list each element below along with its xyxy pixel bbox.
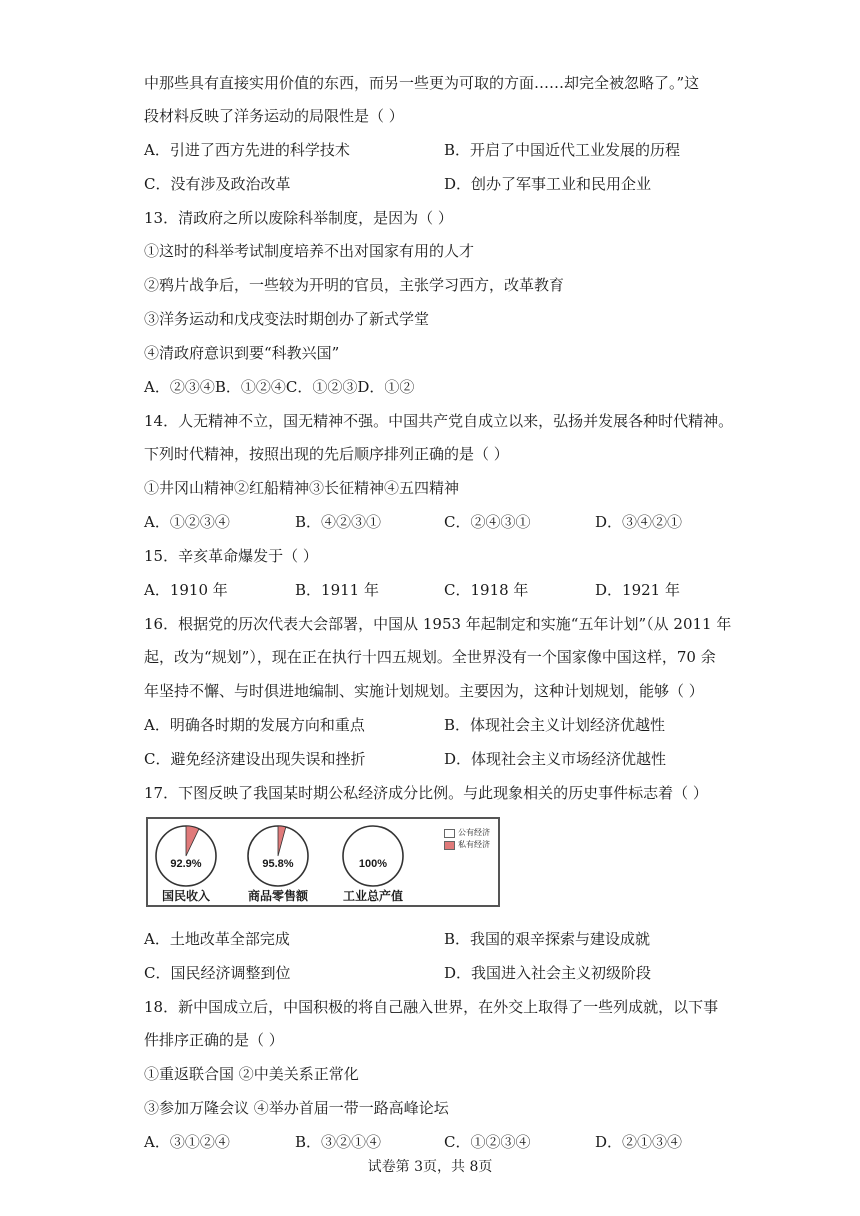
q17-option-a[interactable]: A．土地改革全部完成 xyxy=(144,930,290,948)
pie-percent-label-3: 100% xyxy=(358,858,388,870)
legend-swatch-public xyxy=(444,829,455,838)
q13-item-1: ①这时的科举考试制度培养不出对国家有用的人才 xyxy=(144,242,475,260)
q17-option-b[interactable]: B．我国的艰辛探索与建设成就 xyxy=(444,930,651,948)
q16-option-c[interactable]: C．避免经济建设出现失误和挫折 xyxy=(144,750,366,768)
q17-stem: 17．下图反映了我国某时期公私经济成分比例。与此现象相关的历史事件标志着（ ） xyxy=(144,784,708,802)
q14-stem-line1: 14．人无精神不立，国无精神不强。中国共产党自成立以来，弘扬并发展各种时代精神。 xyxy=(144,412,734,430)
q18-option-c[interactable]: C．①②③④ xyxy=(444,1133,531,1151)
page-footer: 试卷第 3页，共 8页 xyxy=(367,1159,493,1175)
q18-items-line1: ①重返联合国 ②中美关系正常化 xyxy=(144,1065,359,1083)
q14-option-a[interactable]: A．①②③④ xyxy=(144,513,230,531)
q12-option-a[interactable]: A．引进了西方先进的科学技术 xyxy=(144,141,350,159)
chart-legend xyxy=(444,827,490,851)
q15-option-d[interactable]: D．1921 年 xyxy=(595,581,680,599)
pie-public-3 xyxy=(343,826,403,886)
q15-option-c[interactable]: C．1918 年 xyxy=(444,581,529,599)
q16-stem-line2: 起，改为“规划”），现在正在执行十四五规划。全世界没有一个国家像中国这样，70 余 xyxy=(144,648,716,666)
q12-option-c[interactable]: C．没有涉及政治改革 xyxy=(144,175,291,193)
q12-option-d[interactable]: D．创办了军事工业和民用企业 xyxy=(444,175,652,193)
q14-stem-line2: 下列时代精神，按照出现的先后顺序排列正确的是（ ） xyxy=(144,445,509,463)
q17-option-d[interactable]: D．我国进入社会主义初级阶段 xyxy=(444,964,652,982)
pie-percent-label-1: 92.9% xyxy=(170,858,202,870)
q18-stem-line2: 件排序正确的是（ ） xyxy=(144,1031,284,1049)
q14-option-b[interactable]: B．④②③① xyxy=(295,513,382,531)
q16-option-a[interactable]: A．明确各时期的发展方向和重点 xyxy=(144,716,365,734)
q16-option-d[interactable]: D．体现社会主义市场经济优越性 xyxy=(444,750,667,768)
q13-item-3: ③洋务运动和戊戌变法时期创办了新式学堂 xyxy=(144,310,430,328)
q18-option-d[interactable]: D．②①③④ xyxy=(595,1133,683,1151)
q13-item-2: ②鸦片战争后，一些较为开明的官员，主张学习西方，改革教育 xyxy=(144,276,565,294)
q16-stem-line1: 16．根据党的历次代表大会部署，中国从 1953 年起制定和实施“五年计划”（从 2011 年 xyxy=(144,615,732,633)
q17-option-c[interactable]: C．国民经济调整到位 xyxy=(144,964,291,982)
q18-option-b[interactable]: B．③②①④ xyxy=(295,1133,382,1151)
ownership-pie-figure xyxy=(146,817,500,907)
q18-option-a[interactable]: A．③①②④ xyxy=(144,1133,230,1151)
q13-options[interactable]: A．②③④B．①②④C．①②③D．①② xyxy=(144,378,415,396)
pie-category-label-1: 国民收入 xyxy=(161,889,210,903)
q14-option-c[interactable]: C．②④③① xyxy=(444,513,531,531)
q16-option-b[interactable]: B．体现社会主义计划经济优越性 xyxy=(444,716,666,734)
legend-label-private: 私有经济 xyxy=(458,840,490,849)
q15-stem: 15．辛亥革命爆发于（ ） xyxy=(144,547,318,565)
q12-option-b[interactable]: B．开启了中国近代工业发展的历程 xyxy=(444,141,681,159)
q13-item-4: ④清政府意识到要“科教兴国” xyxy=(144,344,340,362)
pie-percent-label-2: 95.8% xyxy=(262,858,294,870)
q12-stem-line1: 中那些具有直接实用价值的东西，而另一些更为可取的方面……却完全被忽略了。”这 xyxy=(144,74,700,92)
q16-stem-line3: 年坚持不懈、与时俱进地编制、实施计划规划。主要因为，这种计划规划，能够（ ） xyxy=(144,682,704,700)
legend-label-public: 公有经济 xyxy=(458,828,490,837)
pie-category-label-2: 商品零售额 xyxy=(247,889,308,903)
q14-items: ①井冈山精神②红船精神③长征精神④五四精神 xyxy=(144,479,460,497)
q15-option-a[interactable]: A．1910 年 xyxy=(144,581,228,599)
q18-items-line2: ③参加万隆会议 ④举办首届一带一路高峰论坛 xyxy=(144,1099,449,1117)
pie-category-label-3: 工业总产值 xyxy=(342,889,403,903)
q13-stem: 13．清政府之所以废除科举制度，是因为（ ） xyxy=(144,209,453,227)
q12-stem-line2: 段材料反映了洋务运动的局限性是（ ） xyxy=(144,107,404,125)
legend-entry-private xyxy=(444,839,490,851)
legend-swatch-private xyxy=(444,841,455,850)
q15-option-b[interactable]: B．1911 年 xyxy=(295,581,379,599)
legend-entry-public xyxy=(444,827,490,839)
q18-stem-line1: 18．新中国成立后，中国积极的将自己融入世界，在外交上取得了一些列成就，以下事 xyxy=(144,998,719,1016)
q14-option-d[interactable]: D．③④②① xyxy=(595,513,683,531)
